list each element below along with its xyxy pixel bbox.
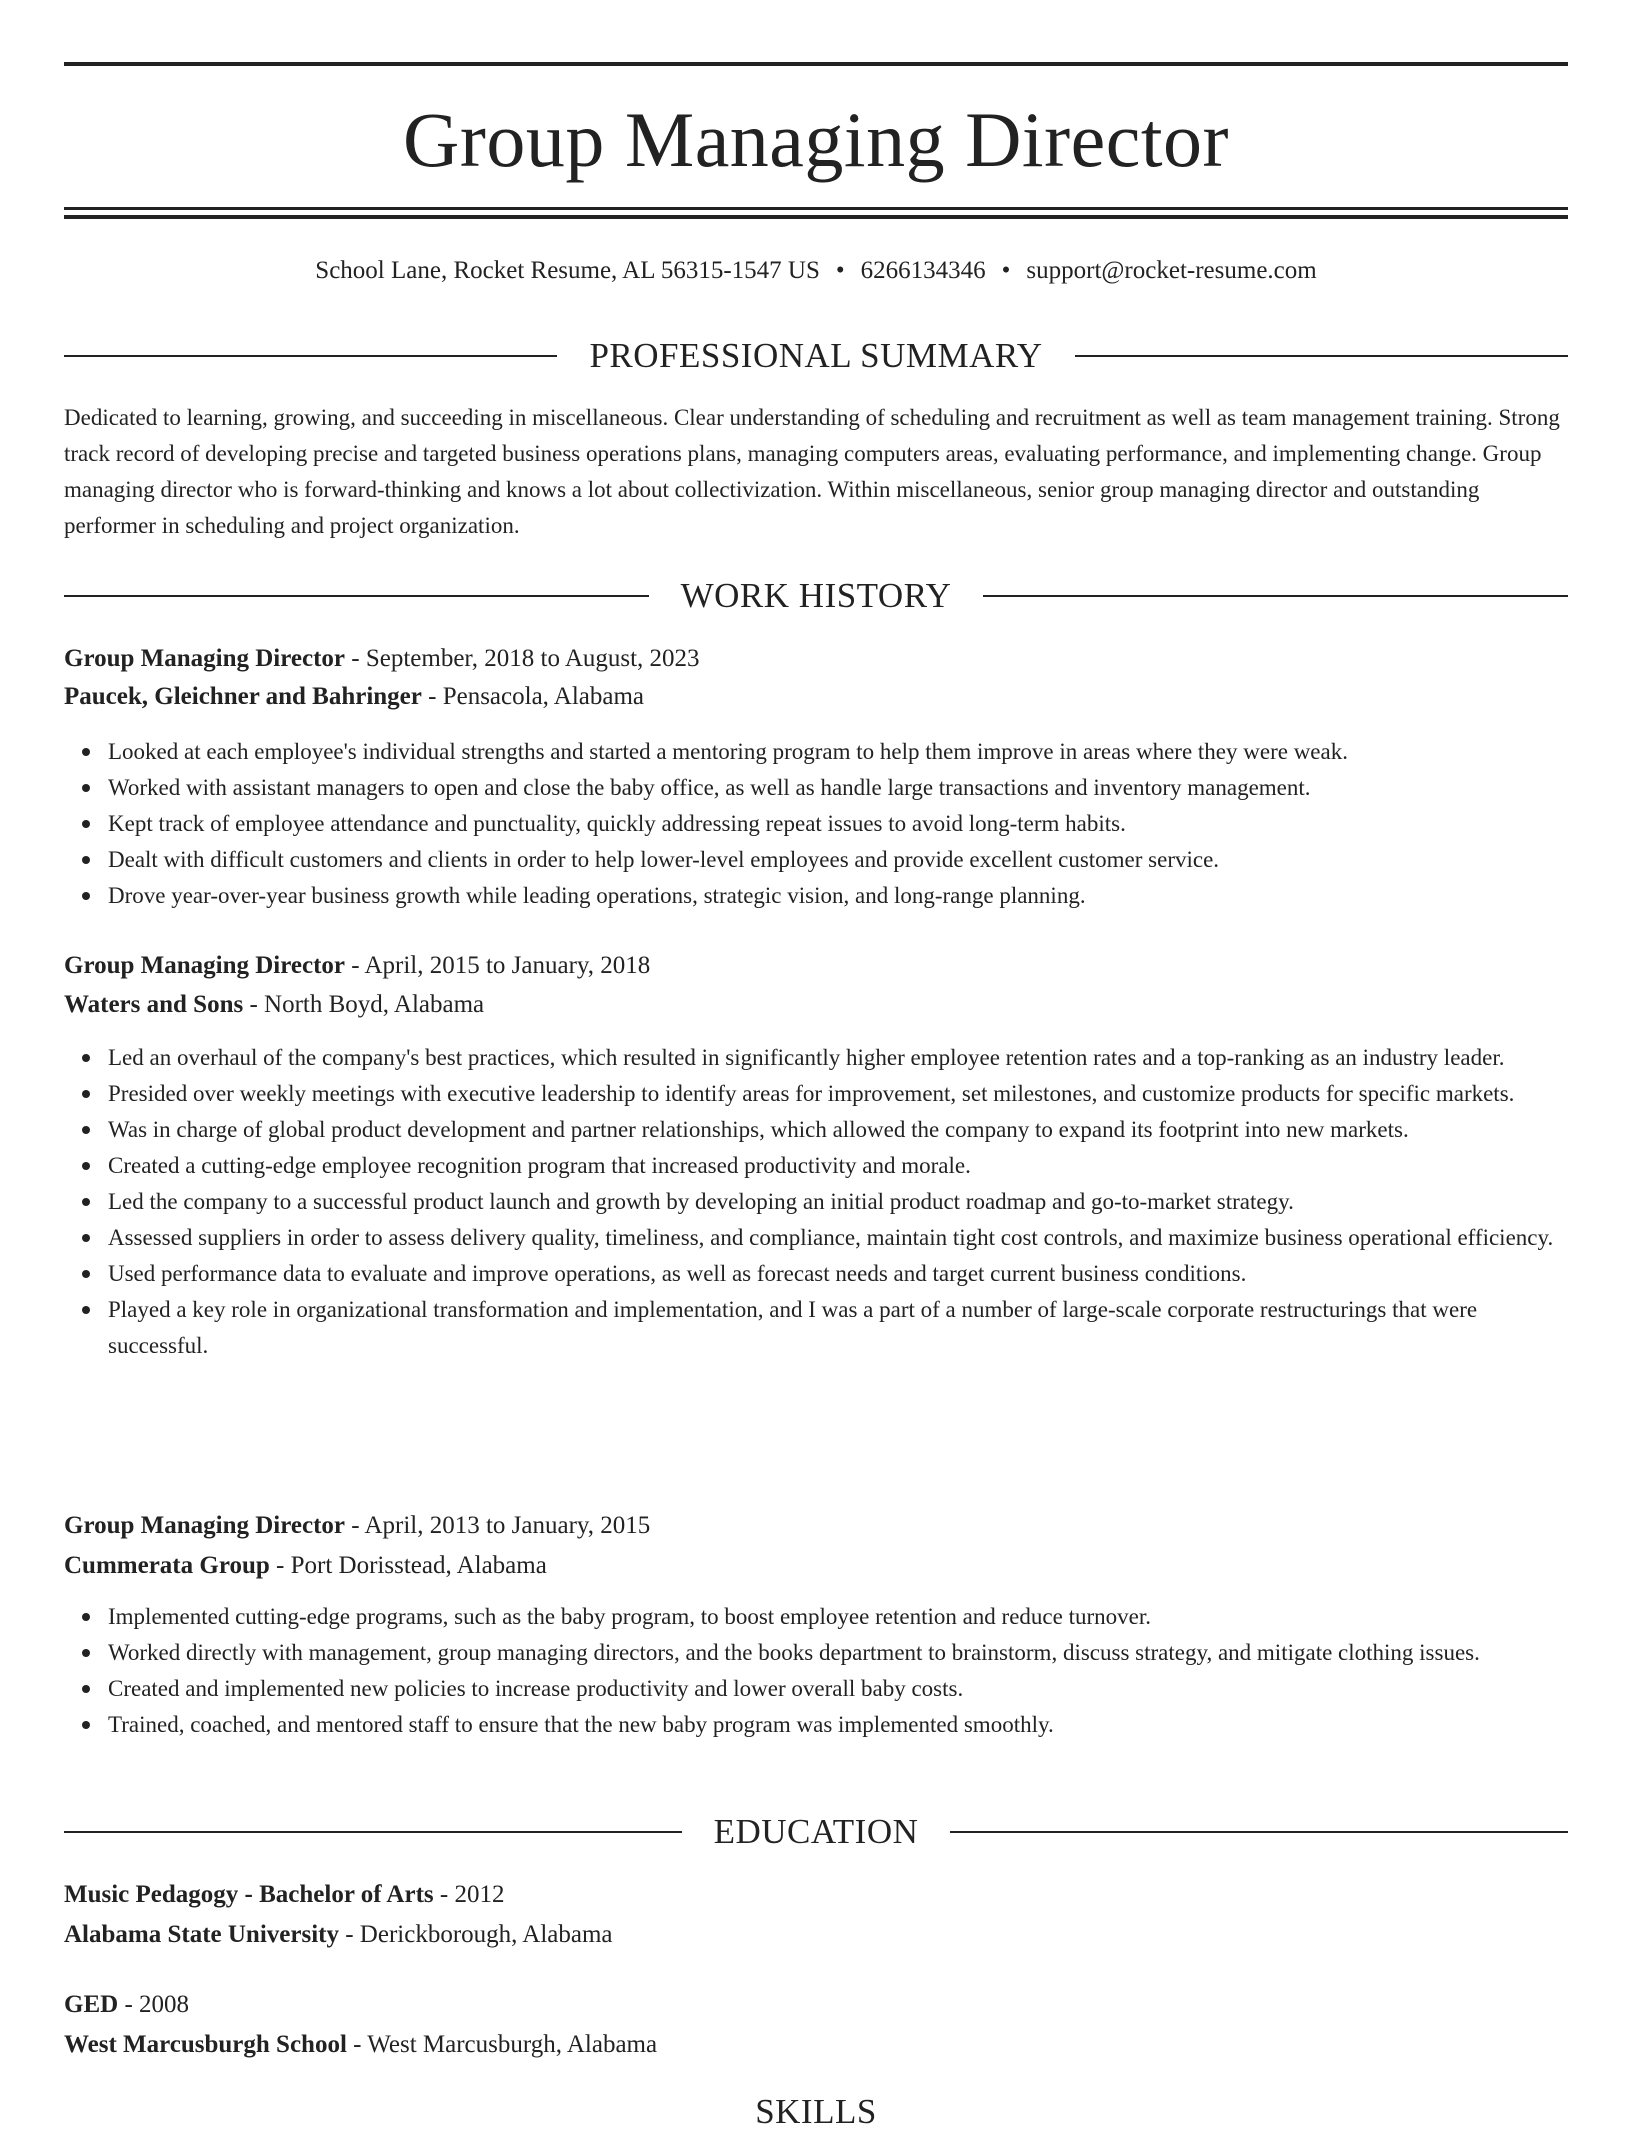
section-heading-label: PROFESSIONAL SUMMARY [589, 336, 1043, 375]
job-dates: - April, 2013 to January, 2015 [345, 1512, 651, 1539]
section-heading-label: WORK HISTORY [680, 576, 952, 615]
job-title-line [64, 948, 1568, 984]
education-location: - Derickborough, Alabama [338, 1921, 613, 1948]
job-company-line [64, 987, 1568, 1023]
heading-rule-left [64, 595, 649, 597]
education-school: Alabama State University [64, 1921, 339, 1948]
job-location: - Pensacola, Alabama [421, 683, 645, 710]
education-year: - 2008 [118, 1991, 190, 2018]
section-heading-label: EDUCATION [713, 1812, 919, 1851]
list-item: Looked at each employee's individual strengths and started a mentoring program to help them improve in areas where they were weak. [108, 734, 1568, 770]
education-degree: Music Pedagogy - Bachelor of Arts [64, 1881, 434, 1908]
job-bullets [64, 1599, 1568, 1743]
contact-email: support@rocket-resume.com [1026, 257, 1317, 284]
job-company-line [64, 1548, 1568, 1584]
contact-address: School Lane, Rocket Resume, AL 56315-1547 US [315, 257, 820, 284]
list-item: Assessed suppliers in order to assess delivery quality, timeliness, and compliance, maintain tight cost controls, and maximize business operational efficiency. [108, 1220, 1568, 1256]
education-year: - 2012 [433, 1881, 505, 1908]
heading-rule-left [64, 1831, 682, 1833]
summary-paragraph: Dedicated to learning, growing, and succeeding in miscellaneous. Clear understanding of scheduling and recruitment as well as team management training. Strong track record of developing precise and targeted business operations plans, managing computers areas, evaluating performance, and implementing change. Group managing director who is forward-thinking and knows a lot about collectivization. Within miscellaneous, senior group managing director and outstanding performer in scheduling and project organization. [64, 405, 1560, 538]
section-heading-work [64, 574, 1568, 618]
job-location: - North Boyd, Alabama [243, 991, 485, 1018]
list-item: Worked with assistant managers to open and close the baby office, as well as handle large transactions and inventory management. [108, 770, 1568, 806]
list-item: Led an overhaul of the company's best practices, which resulted in significantly higher employee retention rates and a top-ranking as an industry leader. [108, 1040, 1568, 1076]
contact-separator: • [1001, 257, 1011, 284]
title-rule-upper [64, 207, 1568, 210]
job-company: Paucek, Gleichner and Bahringer [64, 683, 422, 710]
section-heading-label: SKILLS [755, 2092, 877, 2131]
list-item: Trained, coached, and mentored staff to ensure that the new baby program was implemented smoothly. [108, 1707, 1568, 1743]
contact-line [64, 253, 1568, 289]
job-title: Group Managing Director [64, 952, 346, 979]
section-heading-summary [64, 334, 1568, 378]
education-school: West Marcusburgh School [64, 2031, 347, 2058]
job-company-line [64, 679, 1568, 715]
list-item: Was in charge of global product development and partner relationships, which allowed the company to expand its footprint into new markets. [108, 1112, 1568, 1148]
list-item: Created and implemented new policies to increase productivity and lower overall baby costs. [108, 1671, 1568, 1707]
job-bullets [64, 734, 1568, 914]
education-school-line [64, 2027, 1568, 2063]
education-degree-line [64, 1877, 1568, 1913]
job-bullets [64, 1040, 1568, 1364]
list-item: Created a cutting-edge employee recognition program that increased productivity and morale. [108, 1148, 1568, 1184]
list-item: Dealt with difficult customers and clients in order to help lower-level employees and provide excellent customer service. [108, 842, 1568, 878]
job-title-line [64, 641, 1568, 677]
job-title: Group Managing Director [64, 645, 346, 672]
education-degree: GED [64, 1991, 119, 2018]
list-item: Used performance data to evaluate and improve operations, as well as forecast needs and target current business conditions. [108, 1256, 1568, 1292]
heading-rule-left [64, 355, 557, 357]
job-company: Cummerata Group [64, 1552, 270, 1579]
resume-title: Group Managing Director [403, 96, 1229, 183]
job-dates: - September, 2018 to August, 2023 [345, 645, 700, 672]
heading-rule-right [983, 595, 1568, 597]
list-item: Kept track of employee attendance and punctuality, quickly addressing repeat issues to avoid long-term habits. [108, 806, 1568, 842]
contact-phone: 6266134346 [860, 257, 986, 284]
list-item: Drove year-over-year business growth while leading operations, strategic vision, and long-range planning. [108, 878, 1568, 914]
education-location: - West Marcusburgh, Alabama [346, 2031, 658, 2058]
section-heading-education [64, 1810, 1568, 1854]
list-item: Played a key role in organizational transformation and implementation, and I was a part of a number of large-scale corporate restructurings that were successful. [108, 1292, 1568, 1364]
list-item: Implemented cutting-edge programs, such as the baby program, to boost employee retention and reduce turnover. [108, 1599, 1568, 1635]
job-company: Waters and Sons [64, 991, 244, 1018]
education-school-line [64, 1917, 1568, 1953]
job-title: Group Managing Director [64, 1512, 346, 1539]
title-rule-lower [64, 215, 1568, 219]
contact-separator: • [835, 257, 845, 284]
job-location: - Port Dorisstead, Alabama [269, 1552, 547, 1579]
list-item: Presided over weekly meetings with executive leadership to identify areas for improvement, set milestones, and customize products for specific markets. [108, 1076, 1568, 1112]
job-dates: - April, 2015 to January, 2018 [345, 952, 651, 979]
heading-rule-right [950, 1831, 1568, 1833]
top-rule [64, 62, 1568, 66]
job-title-line [64, 1508, 1568, 1544]
list-item: Led the company to a successful product launch and growth by developing an initial product roadmap and go-to-market strategy. [108, 1184, 1568, 1220]
list-item: Worked directly with management, group managing directors, and the books department to brainstorm, discuss strategy, and mitigate clothing issues. [108, 1635, 1568, 1671]
section-heading-skills [64, 2090, 1568, 2134]
heading-rule-right [1075, 355, 1568, 357]
education-degree-line [64, 1987, 1568, 2023]
